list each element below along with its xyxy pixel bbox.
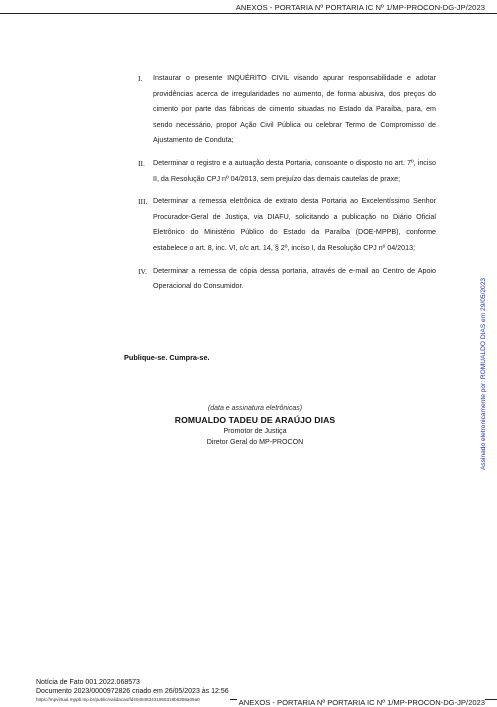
page-header-title: ANEXOS - PORTARIA Nº PORTARIA IC Nº 1/MP-PROCON-DG-JP/2023 <box>235 3 485 12</box>
footer-noticia: Notícia de Fato 001.2022.068573 <box>36 679 140 686</box>
list-item <box>138 71 436 149</box>
electronic-signature-stamp: Assinado eletronicamente por: ROMUALDO DIAS em 29/05/2023 <box>480 277 487 470</box>
item-number: I. <box>138 74 143 83</box>
footer-document-info <box>36 679 229 705</box>
item-text: Determinar o registro e a autuação desta Portaria, consoante o disposto no art. 7º, inciso II, da Resolução CPJ nº 04/2013, sem prejuízo das demais cautelas de praxe; <box>153 158 436 183</box>
item-number: IV. <box>138 266 147 276</box>
list-item <box>138 156 436 187</box>
signer-role: Promotor de Justiça <box>223 427 287 435</box>
determinations-list <box>138 71 436 302</box>
item-text: Determinar a remessa de cópia dessa portaria, através de e-mail ao Centro de Apoio Operacional do Consumidor. <box>153 266 436 291</box>
signature-block <box>130 404 380 447</box>
footer-documento: Documento 2023/0000972826 criado em 26/05/2023 às 12:56 <box>36 687 229 695</box>
item-number: III. <box>138 197 148 207</box>
list-item <box>138 194 436 256</box>
closing-statement: Publique-se. Cumpra-se. <box>124 353 210 362</box>
footer-validation-link[interactable]: https://mpvirtual.mppb.mp.br/public/validacao/fd4048483431955318b5358a09a0 <box>36 697 200 703</box>
header-divider <box>0 13 497 14</box>
signer-name: ROMUALDO TADEU DE ARAÚJO DIAS <box>174 415 336 425</box>
item-text: Instaurar o presente INQUÉRITO CIVIL visando apurar responsabilidade e adotar providências acerca de irregularidades no aumento, de forma abusiva, dos preços do cimento por parte das fábricas de cimento situadas no Estado da Paraíba, para, em sendo necessário, propor Ação Civil Pública ou celebrar Termo de Compromisso de Ajustamento de Conduta; <box>153 74 436 145</box>
item-text: Determinar a remessa eletrônica de extrato desta Portaria ao Excelentíssimo Senhor Procurador-Geral de Justiça, via DIAFU, solicitando a publicação no Diário Oficial Eletrônico do Ministério Público do Estado da Paraíba (DOE-MPPB), conforme estabelece o art. 8, inc. VI, c/c art. 14, § 2º, inciso I, da Resolução CPJ nº 04/2013; <box>153 197 436 252</box>
signer-position: Diretor Geral do MP-PROCON <box>206 437 304 446</box>
list-item <box>138 264 436 295</box>
item-number: II. <box>138 158 145 168</box>
page-footer-title: ANEXOS - PORTARIA Nº PORTARIA IC Nº 1/MP-PROCON-DG-JP/2023 <box>238 698 485 707</box>
signature-note: (data e assinatura eletrônicas) <box>207 405 303 412</box>
